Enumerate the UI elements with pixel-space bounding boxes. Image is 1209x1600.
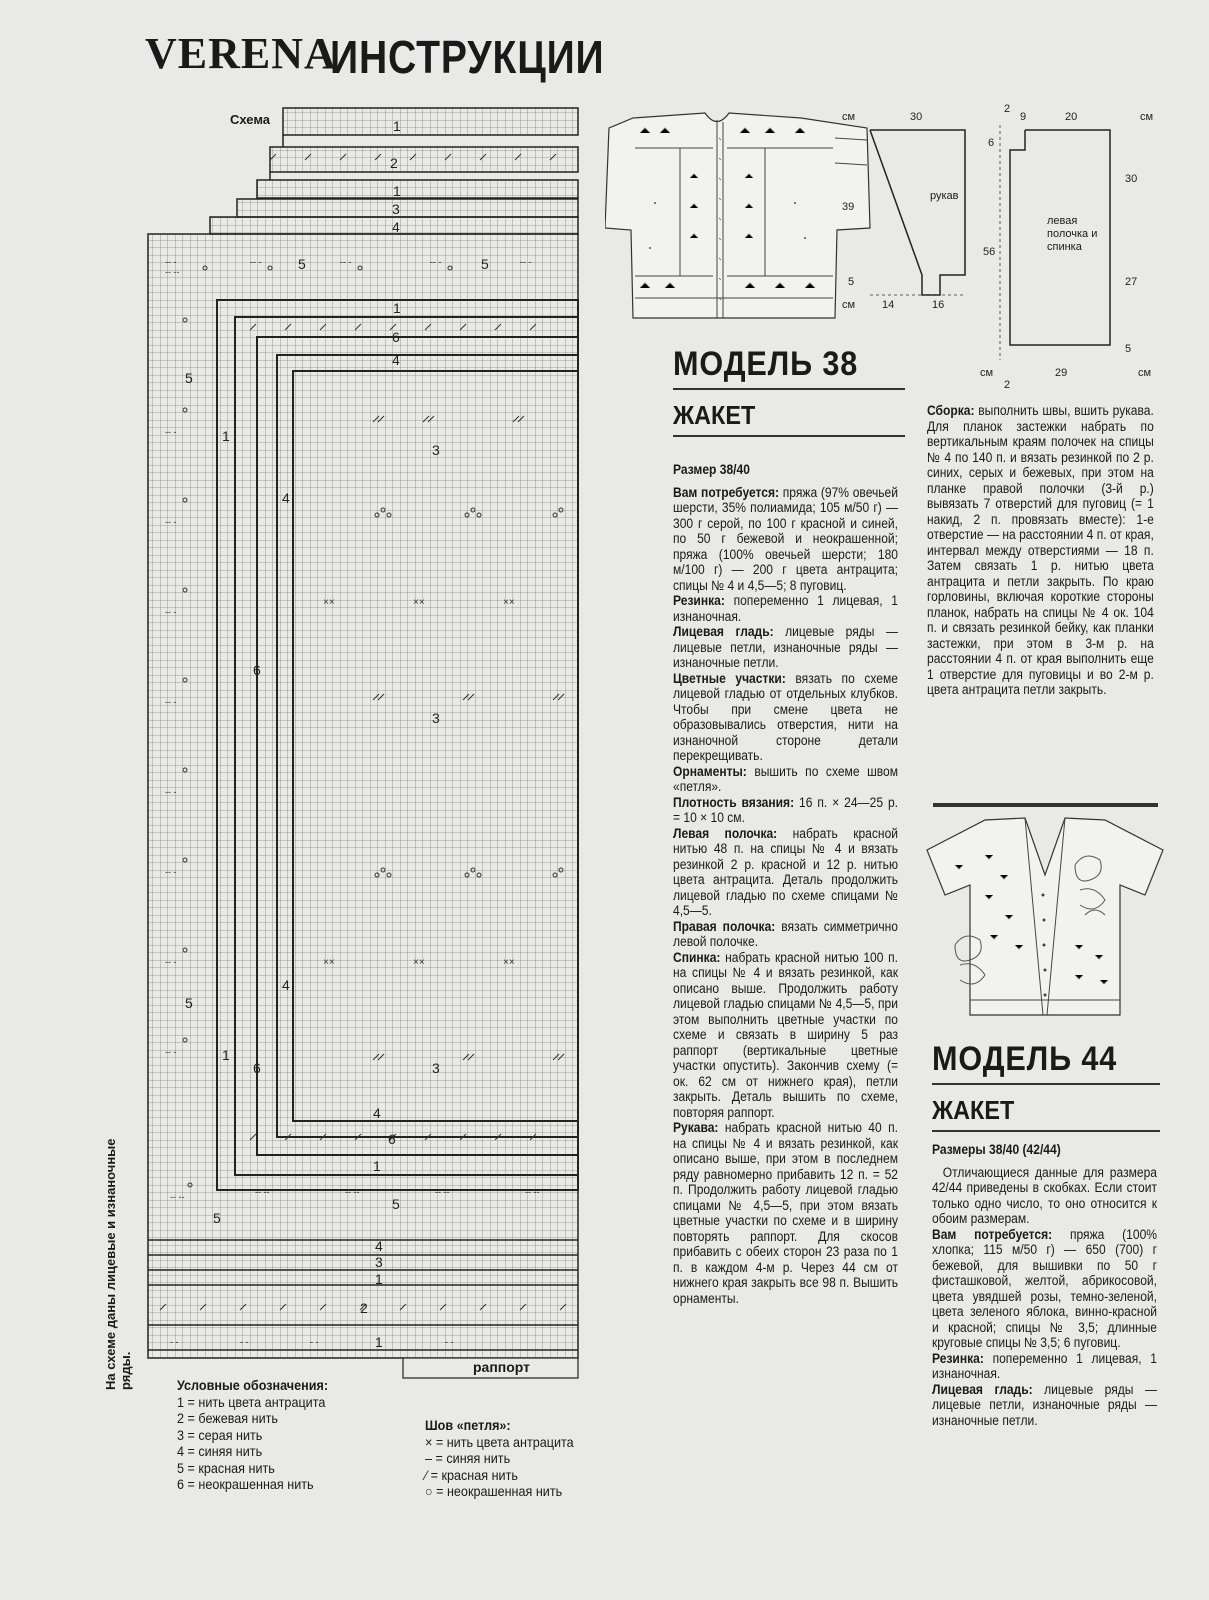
legend-item: 4 = синяя нить	[177, 1443, 263, 1459]
size-label: Размер 38/40	[673, 462, 750, 477]
stitch-item: × = нить цвета антрацита	[425, 1433, 574, 1450]
model-38-heading: МОДЕЛЬ 38	[673, 345, 859, 383]
svg-text:6: 6	[392, 329, 400, 345]
svg-text:5: 5	[185, 370, 193, 386]
paragraph: Цветные участки: вязать по схеме лицевой гладью от отдельных клубков. Чтобы при смене цвета не образовывались отверстия, нити на изнаночной стороне детали перекрещивать.	[673, 670, 898, 763]
svg-text:××: ××	[413, 957, 425, 968]
unit-label: см	[842, 299, 856, 311]
model-38-type: ЖАКЕТ	[673, 400, 756, 430]
paragraph: Вам потребуется: пряжа (97% овечьей шерсти, 35% полиамида; 105 м/50 г) — 300 г серой, по 100 г красной и синей, по 50 г бежевой и неокрашенной; пряжа (100% овечьей шерсти; 180 м/100 г) — 200 г цвета антрацита; спицы № 4 и 4,5—5; 8 пуговиц.	[673, 484, 898, 593]
legend	[177, 1377, 384, 1493]
svg-text:6: 6	[253, 662, 261, 678]
dim-label: 56	[983, 246, 996, 258]
dim-label: 2	[1004, 379, 1011, 390]
svg-text:-- -: -- -	[165, 427, 177, 437]
svg-text:-- -: -- -	[165, 517, 177, 527]
paragraph: Вам потребуется: пряжа (100% хлопка; 115 м/50 г) — 650 (700) г бежевой, для вышивки по 50 г фисташковой, желтой, абрикосовой, цвета увядшей розы, темно-зеленой, цвета зеленого яблока, винно-красной и красной; спицы № 3,5; длинные круговые спицы № 3,5; 6 пуговиц.	[932, 1226, 1157, 1350]
svg-text:-- -: -- -	[520, 257, 532, 267]
dim-label: 14	[882, 299, 895, 311]
svg-text:5: 5	[481, 256, 489, 272]
svg-text:-- -: -- -	[250, 257, 262, 267]
dim-label: 29	[1055, 367, 1068, 379]
svg-text:-- --: -- --	[525, 1187, 540, 1197]
svg-text:-- -: -- -	[165, 787, 177, 797]
svg-text:5: 5	[392, 1196, 400, 1212]
svg-text:3: 3	[375, 1254, 383, 1270]
dim-label: 30	[910, 111, 923, 123]
dim-label: 5	[848, 276, 855, 288]
rapport-label: раппорт	[473, 1359, 531, 1375]
svg-text:××: ××	[323, 957, 335, 968]
svg-text:××: ××	[323, 597, 335, 608]
svg-text:××: ××	[503, 957, 515, 968]
svg-text:-- --: -- --	[255, 1187, 270, 1197]
paragraph: Отличающиеся данные для размера 42/44 приведены в скобках. Если стоит только одно число, то оно относится к обоим размерам.	[932, 1164, 1157, 1226]
pattern-diagram-38	[840, 100, 1170, 390]
svg-text:4: 4	[282, 977, 290, 993]
legend-item: 3 = серая нить	[177, 1426, 263, 1443]
dim-label: 39	[842, 201, 855, 213]
paragraph: Сборка: выполнить швы, вшить рукава. Для планок застежки набрать по вертикальным краям полочек на спицы № 4 по 140 п. и вязать резинкой по 2 р. синих, серых и бежевых, при этом на планке правой полочки (3-й р.) вывязать 7 отверстий для пуговиц (= 1 накид, 2 п. провязать вместе): 1-е отверстие — на расстоянии 4 п. от края, интервал между отверстиями — 18 п. Затем связать 1 р. нитью цвета антрацита и петли закрыть. По краю горловины, включая короткие стороны планок, набрать на спицы № 4 ок. 104 п. и связать резинкой бейку, как планки застежки, при этом в 3-м р. на расстоянии 4 п. от края выполнить еще 1 отверстие для пуговицы и во 2-м р. цвета антрацита петли закрыть.	[927, 403, 1154, 697]
svg-text:5: 5	[213, 1210, 221, 1226]
svg-text:××: ××	[503, 597, 515, 608]
svg-text:1: 1	[393, 300, 401, 316]
paragraph: Резинка: попеременно 1 лицевая, 1 изнаночная.	[932, 1350, 1157, 1381]
svg-text:-- -: -- -	[165, 1047, 177, 1057]
stitch-item: ○ = неокрашенная нить	[425, 1483, 563, 1499]
svg-text:4: 4	[282, 490, 290, 506]
svg-text:4: 4	[392, 219, 400, 235]
svg-text:-- -: -- -	[430, 257, 442, 267]
divider	[673, 435, 905, 437]
svg-text:1: 1	[373, 1158, 381, 1174]
scheme-label: Схема	[230, 112, 271, 127]
paragraph: Правая полочка: вязать симметрично левой полочке.	[673, 918, 899, 949]
dim-label: 20	[1065, 111, 1078, 123]
brand-logo: VERENA	[145, 29, 337, 78]
dim-label: 2	[1004, 103, 1011, 115]
svg-text:-- -: -- -	[165, 957, 177, 967]
scheme-side-note: На схеме даны лицевые и изнаночные ряды.	[103, 1138, 133, 1390]
body-label: левая полочка и спинка	[1047, 215, 1098, 253]
size-label: Размеры 38/40 (42/44)	[932, 1142, 1061, 1157]
knitting-chart	[145, 105, 590, 1390]
cardigan-illustration-44	[925, 815, 1165, 1020]
svg-text:-- --: -- --	[345, 1187, 360, 1197]
svg-text:2: 2	[360, 1300, 368, 1316]
paragraph: Спинка: набрать красной нитью 100 п. на спицы № 4 и вязать резинкой, как описано выше. Продолжить работу лицевой гладью спицами № 4,5—5, при этом выполнить цветные участки по схеме и связать в ширину 5 раз раппорт (вертикальные цветные участки опустить). Закончив схему (= ок. 62 см от нижнего края), петли закрыть. Деталь вышить по схеме, повторяя раппорт.	[673, 949, 898, 1120]
svg-text:- -: - -	[445, 1337, 454, 1347]
paragraph: Резинка: попеременно 1 лицевая, 1 изнаночная.	[673, 593, 898, 624]
unit-label: см	[1138, 367, 1152, 379]
svg-text:5: 5	[298, 256, 306, 272]
legend-item: 1 = нить цвета антрацита	[177, 1393, 326, 1410]
svg-text:4: 4	[375, 1238, 383, 1254]
svg-text:4: 4	[373, 1105, 381, 1121]
svg-text:6: 6	[253, 1060, 261, 1076]
unit-label: см	[980, 367, 994, 379]
svg-text:-- -: -- -	[165, 607, 177, 617]
stitch-item: – = синяя нить	[425, 1450, 511, 1466]
svg-text:3: 3	[432, 1060, 440, 1076]
paragraph: Лицевая гладь: лицевые ряды — лицевые петли, изнаночные ряды — изнаночные петли.	[673, 624, 899, 670]
divider	[673, 388, 905, 390]
stitch-legend	[425, 1417, 632, 1500]
unit-label: см	[842, 111, 856, 123]
paragraph: Орнаменты: вышить по схеме швом «петля».	[673, 763, 898, 794]
svg-text:6: 6	[388, 1131, 396, 1147]
svg-text:1: 1	[393, 183, 401, 199]
stitch-item: ⁄ = красная нить	[425, 1466, 518, 1483]
paragraph: Рукава: набрать красной нитью 40 п. на спицы № 4 и вязать резинкой, как описано выше, при этом в последнем ряду равномерно прибавить 12 п. = 52 п. Продолжить работу лицевой гладью спицами № 4,5—5, при этом вязать цветные участки по схеме и в ширину повторять раппорт. Для скосов прибавить с обеих сторон 23 раза по 1 п. в каждом 4-м р. Через 44 см от нижнего края закрыть все 98 п. Вышить орнаменты.	[673, 1120, 898, 1306]
svg-text:- -: - -	[310, 1337, 319, 1347]
model-44-heading: МОДЕЛЬ 44	[932, 1040, 1118, 1078]
stitch-title: Шов «петля»:	[425, 1417, 511, 1433]
dim-label: 9	[1020, 111, 1027, 123]
sweater-illustration-38	[605, 108, 875, 323]
svg-text:1: 1	[393, 118, 401, 134]
svg-text:3: 3	[432, 442, 440, 458]
svg-text:1: 1	[375, 1271, 383, 1287]
sleeve-label: рукав	[930, 190, 959, 202]
legend-item: 5 = красная нить	[177, 1459, 275, 1476]
paragraph: Плотность вязания: 16 п. × 24—25 р. = 10 × 10 см.	[673, 794, 898, 825]
svg-text:- -: - -	[170, 1337, 179, 1347]
divider	[933, 803, 1158, 807]
model-38-text	[673, 462, 898, 1306]
legend-item: 2 = бежевая нить	[177, 1410, 278, 1426]
dim-label: 30	[1125, 173, 1138, 185]
svg-text:2: 2	[390, 155, 398, 171]
paragraph: Лицевая гладь: лицевые ряды — лицевые петли, изнаночные ряды — изнаночные петли.	[932, 1381, 1158, 1428]
svg-text:4: 4	[392, 352, 400, 368]
model-38-assembly	[927, 403, 1154, 698]
paragraph: Левая полочка: набрать красной нитью 48 п. на спицы № 4 и вязать резинкой 2 р. красной и 12 р. нитью цвета антрацита. Деталь продолжить лицевой гладью по схеме спицами № 4,5—5.	[673, 825, 899, 918]
svg-text:-- -: -- -	[165, 867, 177, 877]
divider	[932, 1130, 1160, 1132]
dim-label: 5	[1125, 343, 1132, 355]
svg-text:5: 5	[185, 995, 193, 1011]
svg-text:-- -: -- -	[340, 257, 352, 267]
svg-text:1: 1	[375, 1334, 383, 1350]
svg-text:1: 1	[222, 428, 230, 444]
svg-text:3: 3	[392, 201, 400, 217]
svg-text:-- --: -- --	[435, 1187, 450, 1197]
svg-text:××: ××	[413, 597, 425, 608]
dim-label: 6	[988, 137, 995, 149]
model-44-text	[932, 1142, 1157, 1428]
dim-label: 16	[932, 299, 945, 311]
svg-text:3: 3	[432, 710, 440, 726]
svg-text:1: 1	[222, 1047, 230, 1063]
page-title: ИНСТРУКЦИИ	[330, 31, 605, 83]
dim-label: 27	[1125, 276, 1138, 288]
svg-text:-- -: -- -	[165, 697, 177, 707]
svg-text:-- --: -- --	[165, 267, 180, 277]
unit-label: см	[1140, 111, 1154, 123]
legend-item: 6 = неокрашенная нить	[177, 1476, 314, 1492]
divider	[932, 1083, 1160, 1085]
svg-text:-- -: -- -	[165, 257, 177, 267]
svg-text:- -: - -	[240, 1337, 249, 1347]
svg-text:-- --: -- --	[170, 1192, 185, 1202]
legend-title: Условные обозначения:	[177, 1377, 329, 1393]
model-44-type: ЖАКЕТ	[932, 1095, 1015, 1125]
